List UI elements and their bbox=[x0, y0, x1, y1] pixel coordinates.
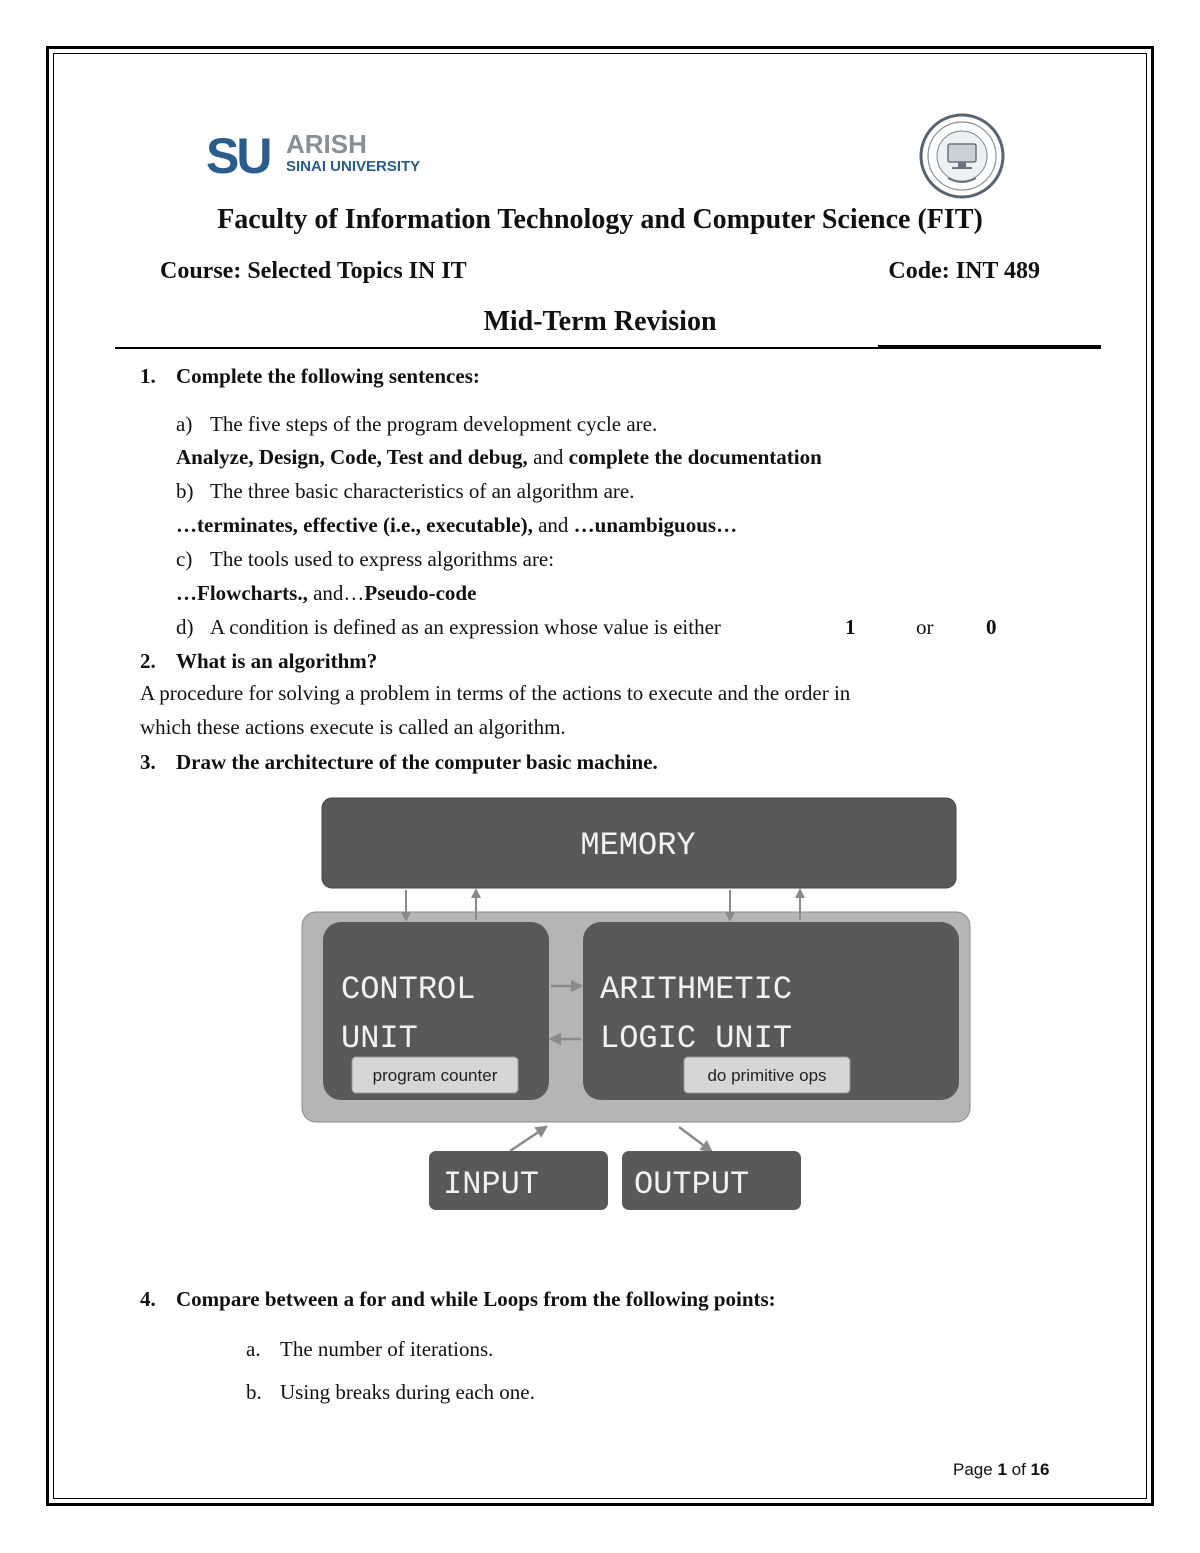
question-text: Compare between a for and while Loops from the following points: bbox=[176, 1287, 776, 1311]
item-text: The number of iterations. bbox=[280, 1337, 494, 1361]
item-text: A condition is defined as an expression whose value is either bbox=[210, 615, 721, 639]
page-word: Page bbox=[953, 1460, 998, 1479]
answer-part: Pseudo-code bbox=[364, 581, 477, 605]
q1-answer-d-or: or bbox=[916, 615, 934, 639]
q1-answer-d-value2: 0 bbox=[986, 615, 997, 639]
course-name: Course: Selected Topics IN IT bbox=[160, 258, 467, 284]
item-text: The five steps of the program development cycle are. bbox=[210, 412, 658, 436]
q1-answer-d-value1: 1 bbox=[845, 615, 856, 639]
logo-initials: SU bbox=[206, 128, 270, 184]
answer-part: and bbox=[532, 513, 574, 537]
cpu-to-output-arrow bbox=[679, 1127, 711, 1151]
item-label: d) bbox=[176, 615, 194, 639]
memory-label: MEMORY bbox=[580, 827, 696, 864]
q2-answer-line2: which these actions execute is called an algorithm. bbox=[140, 715, 566, 739]
q4-item-b bbox=[246, 1380, 535, 1404]
page-number bbox=[953, 1460, 1049, 1480]
item-label: a) bbox=[176, 412, 193, 436]
question-text: Draw the architecture of the computer basic machine. bbox=[176, 750, 658, 774]
question-number: 4. bbox=[140, 1287, 156, 1311]
input-label: INPUT bbox=[443, 1166, 540, 1203]
question-number: 3. bbox=[140, 750, 156, 774]
answer-part: …unambiguous… bbox=[573, 513, 738, 537]
answer-part: and bbox=[527, 445, 569, 469]
item-text: The three basic characteristics of an algorithm are. bbox=[210, 479, 635, 503]
of-word: of bbox=[1006, 1460, 1031, 1479]
logo-line2: SINAI UNIVERSITY bbox=[286, 158, 421, 175]
question-text: What is an algorithm? bbox=[176, 649, 378, 673]
item-label: b. bbox=[246, 1380, 262, 1404]
program-counter-label: program counter bbox=[372, 1066, 498, 1085]
question-text: Complete the following sentences: bbox=[176, 364, 480, 388]
q4-item-a bbox=[246, 1337, 493, 1361]
alu-label-1: ARITHMETIC bbox=[600, 971, 793, 1008]
logo-line1: ARISH bbox=[286, 129, 367, 159]
question-number: 2. bbox=[140, 649, 156, 673]
answer-part: complete the documentation bbox=[568, 445, 822, 469]
input-to-cpu-arrow bbox=[510, 1127, 546, 1151]
control-unit-label-1: CONTROL bbox=[341, 971, 476, 1008]
item-label: a. bbox=[246, 1337, 261, 1361]
question-number: 1. bbox=[140, 364, 156, 388]
output-label: OUTPUT bbox=[634, 1166, 750, 1203]
control-unit-label-2: UNIT bbox=[341, 1020, 418, 1057]
total-pages: 16 bbox=[1030, 1460, 1050, 1479]
q2-answer-line1: A procedure for solving a problem in terms of the actions to execute and the order in bbox=[140, 681, 851, 705]
current-page: 1 bbox=[997, 1460, 1007, 1479]
answer-part: and… bbox=[307, 581, 365, 605]
primitive-ops-label: do primitive ops bbox=[707, 1066, 827, 1085]
question-4 bbox=[140, 1287, 776, 1311]
course-code: Code: INT 489 bbox=[888, 258, 1040, 284]
answer-part: Analyze, Design, Code, Test and debug, bbox=[176, 445, 528, 469]
item-label: b) bbox=[176, 479, 194, 503]
item-text: The tools used to express algorithms are: bbox=[210, 547, 555, 571]
faculty-title: Faculty of Information Technology and Computer Science (FIT) bbox=[217, 204, 983, 235]
page-title: Mid-Term Revision bbox=[483, 306, 717, 337]
answer-part: …Flowcharts., bbox=[176, 581, 308, 605]
item-label: c) bbox=[176, 547, 193, 571]
item-text: Using breaks during each one. bbox=[280, 1380, 535, 1404]
answer-part: …terminates, effective (i.e., executable), bbox=[176, 513, 533, 537]
alu-label-2: LOGIC UNIT bbox=[600, 1020, 793, 1057]
